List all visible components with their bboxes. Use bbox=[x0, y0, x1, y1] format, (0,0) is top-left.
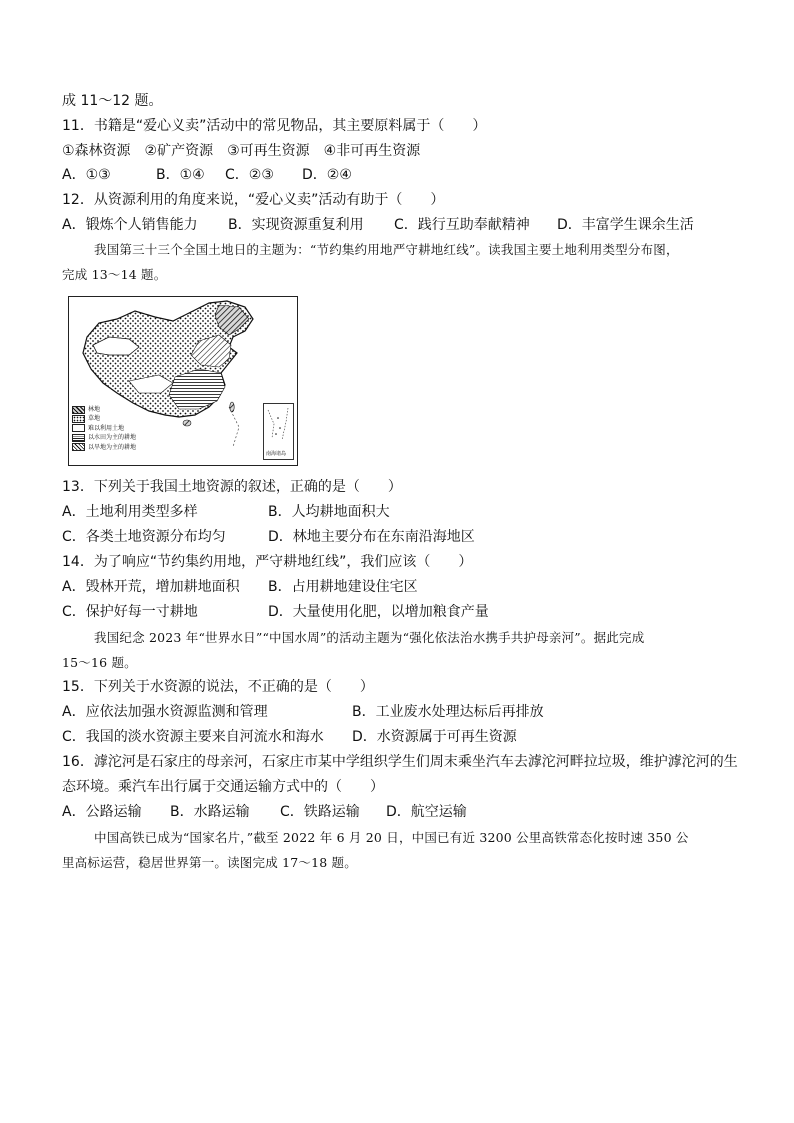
question-11: 11．书籍是“爱心义卖”活动中的常见物品，其主要原料属于（ ） bbox=[62, 118, 487, 134]
q14-option-c: C．保护好每一寸耕地 bbox=[62, 604, 198, 620]
map-legend bbox=[72, 405, 136, 452]
barren-swatch-icon bbox=[72, 424, 85, 432]
q12-option-b: B．实现资源重复利用 bbox=[228, 217, 364, 233]
lead-passage-17-18-cont: 里高标运营，稳居世界第一。读图完成 17～18 题。 bbox=[62, 855, 357, 870]
text-line: 成 11～12 题。 bbox=[62, 93, 163, 109]
q11-option-c: C．②③ bbox=[225, 167, 274, 183]
q13-option-c: C．各类土地资源分布均匀 bbox=[62, 529, 226, 545]
q11-option-d: D．②④ bbox=[302, 167, 352, 183]
question-16-cont: 态环境。乘汽车出行属于交通运输方式中的（ ） bbox=[62, 779, 384, 795]
question-15: 15．下列关于水资源的说法，不正确的是（ ） bbox=[62, 679, 374, 695]
paddy-swatch-icon bbox=[72, 434, 85, 442]
question-13: 13．下列关于我国土地资源的叙述，正确的是（ ） bbox=[62, 479, 402, 495]
lead-passage-13-14: 我国第三十三个全国土地日的主题为：“节约集约用地严守耕地红线”。读我国主要土地利用类型分布图， bbox=[94, 242, 679, 257]
q14-option-a: A．毁林开荒，增加耕地面积 bbox=[62, 579, 240, 595]
legend-item-forest bbox=[72, 405, 136, 414]
dryland-swatch-icon bbox=[72, 443, 85, 451]
q12-option-d: D．丰富学生课余生活 bbox=[557, 217, 694, 233]
lead-passage-15-16-cont: 15～16 题。 bbox=[62, 655, 137, 670]
q15-option-b: B．工业废水处理达标后再排放 bbox=[352, 704, 544, 720]
q12-option-c: C．践行互助奉献精神 bbox=[394, 217, 530, 233]
legend-item-dryland bbox=[72, 443, 136, 452]
question-12: 12．从资源利用的角度来说，“爱心义卖”活动有助于（ ） bbox=[62, 192, 445, 208]
q11-option-a: A．①③ bbox=[62, 167, 111, 183]
q13-option-d: D．林地主要分布在东南沿海地区 bbox=[268, 529, 475, 545]
q15-option-a: A．应依法加强水资源监测和管理 bbox=[62, 704, 268, 720]
q13-option-a: A．土地利用类型多样 bbox=[62, 504, 198, 520]
legend-label: 难以利用土地 bbox=[88, 424, 125, 432]
q15-option-d: D．水资源属于可再生资源 bbox=[352, 729, 517, 745]
q14-option-d: D．大量使用化肥，以增加粮食产量 bbox=[268, 604, 489, 620]
legend-label: 以旱地为主的耕地 bbox=[88, 443, 137, 451]
q16-option-c: C．铁路运输 bbox=[280, 804, 360, 820]
lead-passage-15-16: 我国纪念 2023 年“世界水日”“中国水周”的活动主题为“强化依法治水携手共护母亲河”。据此完成 bbox=[94, 630, 645, 645]
question-16: 16．滹沱河是石家庄的母亲河，石家庄市某中学组织学生们周末乘坐汽车去滹沱河畔拉垃圾，维护滹沱河的生 bbox=[62, 754, 738, 770]
question-14: 14．为了响应“节约集约用地，严守耕地红线”，我们应该（ ） bbox=[62, 554, 473, 570]
lead-passage-13-14-cont: 完成 13～14 题。 bbox=[62, 267, 167, 282]
land-use-map bbox=[68, 296, 298, 466]
inset-label: 南海诸岛 bbox=[266, 451, 287, 457]
q16-option-b: B．水路运输 bbox=[170, 804, 250, 820]
legend-item-grassland bbox=[72, 414, 136, 423]
q12-option-a: A．锻炼个人销售能力 bbox=[62, 217, 198, 233]
q11-option-b: B．①④ bbox=[156, 167, 205, 183]
legend-item-barren bbox=[72, 424, 136, 433]
legend-label: 林地 bbox=[88, 406, 101, 413]
q16-option-d: D．航空运输 bbox=[386, 804, 467, 820]
q14-option-b: B．占用耕地建设住宅区 bbox=[268, 579, 418, 595]
grassland-swatch-icon bbox=[72, 415, 85, 423]
q15-option-c: C．我国的淡水资源主要来自河流水和海水 bbox=[62, 729, 324, 745]
q16-option-a: A．公路运输 bbox=[62, 804, 142, 820]
forest-swatch-icon bbox=[72, 406, 85, 414]
legend-item-paddy bbox=[72, 433, 136, 442]
legend-label: 以水田为主的耕地 bbox=[88, 434, 137, 442]
q13-option-b: B．人均耕地面积大 bbox=[268, 504, 390, 520]
south-china-sea-inset bbox=[263, 403, 294, 460]
lead-passage-17-18: 中国高铁已成为“国家名片，”截至 2022 年 6 月 20 日，中国已有近 3200 公里高铁常态化按时速 350 公 bbox=[94, 830, 689, 845]
legend-label: 草地 bbox=[88, 415, 101, 423]
question-11-items: ①森林资源 ②矿产资源 ③可再生资源 ④非可再生资源 bbox=[62, 143, 421, 159]
